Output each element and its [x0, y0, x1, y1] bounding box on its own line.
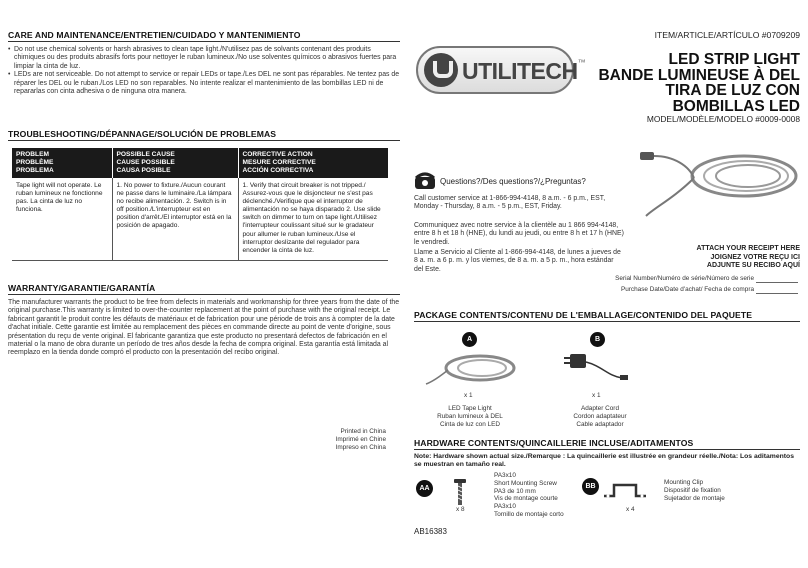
part-b-names: Adapter Cord Cordon adaptateur Cable adaptador — [573, 405, 627, 428]
part-b-qty: x 1 — [592, 392, 601, 399]
part-a-names: LED Tape Light Ruban lumineux à DEL Cinta de luz con LED — [437, 405, 503, 428]
divider — [8, 41, 400, 42]
divider — [414, 449, 800, 450]
cause-header: POSSIBLE CAUSE CAUSE POSSIBLE CAUSA POSIBLE — [112, 148, 238, 178]
troubleshooting-table — [12, 148, 388, 261]
action-cell: 1. Verify that circuit breaker is not tripped./ Assurez-vous que le disjoncteur ne s'est pas déclenché./Verifique que el interruptor de alimentación no se haya disparado 2. Use slide switch on dimmer to turn on tape light./Utilisez l'interrupteur coulissant situé sur le gradateur pour allumer le ruban lumineux./Use el interruptor deslizante del regulador para encender la cinta de luz. — [238, 178, 388, 260]
care-item: • Do not use chemical solvents or harsh abrasives to clean tape light./N'utilisez pas de solvants contenant des produits chimiques ou des produits abrasifs forts pour nettoyer le ruban lumineux./No use solventes químicos o abrasivos fuertes para limpiar la cinta de luz. — [8, 46, 400, 71]
serial-line — [756, 282, 798, 283]
action-header: CORRECTIVE ACTION MESURE CORRECTIVE ACCIÓN CORRECTIVA — [238, 148, 388, 178]
part-a-qty: x 1 — [464, 392, 473, 399]
table-row — [12, 178, 388, 260]
model-number: MODEL/MODÈLE/MODELO #0009-0008 — [646, 114, 800, 124]
product-title: LED STRIP LIGHT BANDE LUMINEUSE À DEL TIRA DE LUZ CON BOMBILLAS LED — [598, 51, 800, 115]
item-number: ITEM/ARTICLE/ARTÍCULO #0709209 — [654, 30, 800, 40]
document-code: AB16383 — [414, 527, 447, 536]
hardware-aa-desc: PA3x10 Short Mounting Screw PA3 de 10 mm Vis de montage courte PA3x10 Tornillo de montaje corto — [494, 472, 564, 518]
divider — [414, 321, 800, 322]
questions-fr: Communiquez avec notre service à la clientèle au 1 866 994-4148, entre 8 h et 18 h (HNE), du lundi au jeudi, ou entre 8 h et 17 h (HNE) le vendredi. — [414, 222, 624, 246]
hardware-note: Note: Hardware shown actual size./Remarque : La quincaillerie est illustrée en grandeur réelle./Nota: Los aditamentos se muestran en tamaño real. — [414, 453, 794, 469]
part-b-tag: B — [590, 332, 605, 347]
tape-light-icon — [422, 348, 522, 390]
care-item: • LEDs are not serviceable. Do not attempt to service or repair LEDs or tape./Les DEL ne sont pas réparables. Ne tentez pas de réparer les DEL ou le ruban./Los LED no son reparables. No intente realizar el mantenimiento de las bombillas LED ni de repararlas con cinta adhesiva o de ninguna otra manera. — [8, 71, 400, 96]
divider — [8, 294, 400, 295]
questions-en: Call customer service at 1-866-994-4148, 8 a.m. - 6 p.m., EST, Monday - Thursday, 8 a.m. - 5 p.m., EST, Friday. — [414, 195, 606, 211]
cause-cell: 1. No power to fixture./Aucun courant ne passe dans le luminaire./La lámpara no recibe alimentación. 2. Switch is in off position./L'interrupteur est en position d'arrêt./El interruptor está en la posición de apagado. — [112, 178, 238, 260]
hardware-bb-desc: Mounting Clip Dispositif de fixation Sujetador de montaje — [664, 479, 725, 502]
serial-label: Serial Number/Numéro de série/Número de serie — [615, 275, 754, 282]
receipt-instructions: ATTACH YOUR RECEIPT HERE JOIGNEZ VOTRE REÇU ICI ADJUNTE SU RECIBO AQUÍ — [696, 245, 800, 270]
screw-icon — [452, 478, 468, 508]
troubleshooting-heading: TROUBLESHOOTING/DÉPANNAGE/SOLUCIÓN DE PROBLEMAS — [8, 129, 277, 139]
table-header-row — [12, 148, 388, 178]
printed-in: Printed in China Imprimé en Chine Impreso en China — [335, 428, 386, 451]
logo-mark-icon — [424, 53, 458, 87]
care-list — [8, 46, 400, 96]
mounting-clip-icon — [602, 480, 648, 502]
brand-logo — [416, 46, 586, 94]
hardware-bb-qty: x 4 — [626, 506, 635, 513]
led-tape-illustration — [634, 138, 804, 228]
problem-cell: Tape light will not operate. Le ruban lumineux ne fonctionne pas. La cinta de luz no funciona. — [12, 178, 112, 260]
hardware-bb-tag: BB — [582, 478, 599, 495]
hardware-heading: HARDWARE CONTENTS/QUINCAILLERIE INCLUSE/ADITAMENTOS — [414, 438, 694, 448]
package-heading: PACKAGE CONTENTS/CONTENU DE L'EMBALLAGE/CONTENIDO DEL PAQUETE — [414, 310, 753, 320]
divider — [8, 140, 400, 141]
adapter-cord-icon — [562, 346, 632, 386]
purchase-date-line — [756, 293, 798, 294]
phone-icon — [414, 172, 436, 190]
problem-header: PROBLEM PROBLÈME PROBLEMA — [12, 148, 112, 178]
care-heading: CARE AND MAINTENANCE/ENTRETIEN/CUIDADO Y MANTENIMIENTO — [8, 30, 301, 40]
part-a-tag: A — [462, 332, 477, 347]
questions-label: Questions?/Des questions?/¿Preguntas? — [440, 177, 586, 186]
purchase-date-label: Purchase Date/Date d'achat/ Fecha de compra — [620, 286, 754, 293]
warranty-text: The manufacturer warrants the product to be free from defects in materials and workmanship for three years from the date of the original purchase.This warranty is limited to over-the-counter replacement at the point of purchase with the original receipt. Le fabricant garantit le produit contre les défauts de matériaux et de fabrication pour une période de trois ans à compter de la date d'achat initiale. Cette garantie est limitée au remplacement des pièces en commande directe au point de vente d'origine, sous présentation du reçu de vente original. El fabricante garantiza que este producto no presentará defectos de fabricación en el material o la mano de obra durante un período de tres años desde la fecha de compra original. Esta garantía está limitada al reemplazo en la tienda donde compró el producto con la presentación del recibo original. — [8, 299, 400, 357]
hardware-aa-tag: AA — [416, 480, 433, 497]
questions-es: Llame a Servicio al Cliente al 1-866-994-4148, de lunes a jueves de 8 a. m. a 6 p. m. y los viernes, de 8 a. m. a 5 p. m., hora estándar del Este. — [414, 249, 621, 273]
warranty-heading: WARRANTY/GARANTIE/GARANTÍA — [8, 283, 156, 293]
logo-text: UTILITECH™ — [462, 58, 586, 84]
hardware-aa-qty: x 8 — [456, 506, 465, 513]
